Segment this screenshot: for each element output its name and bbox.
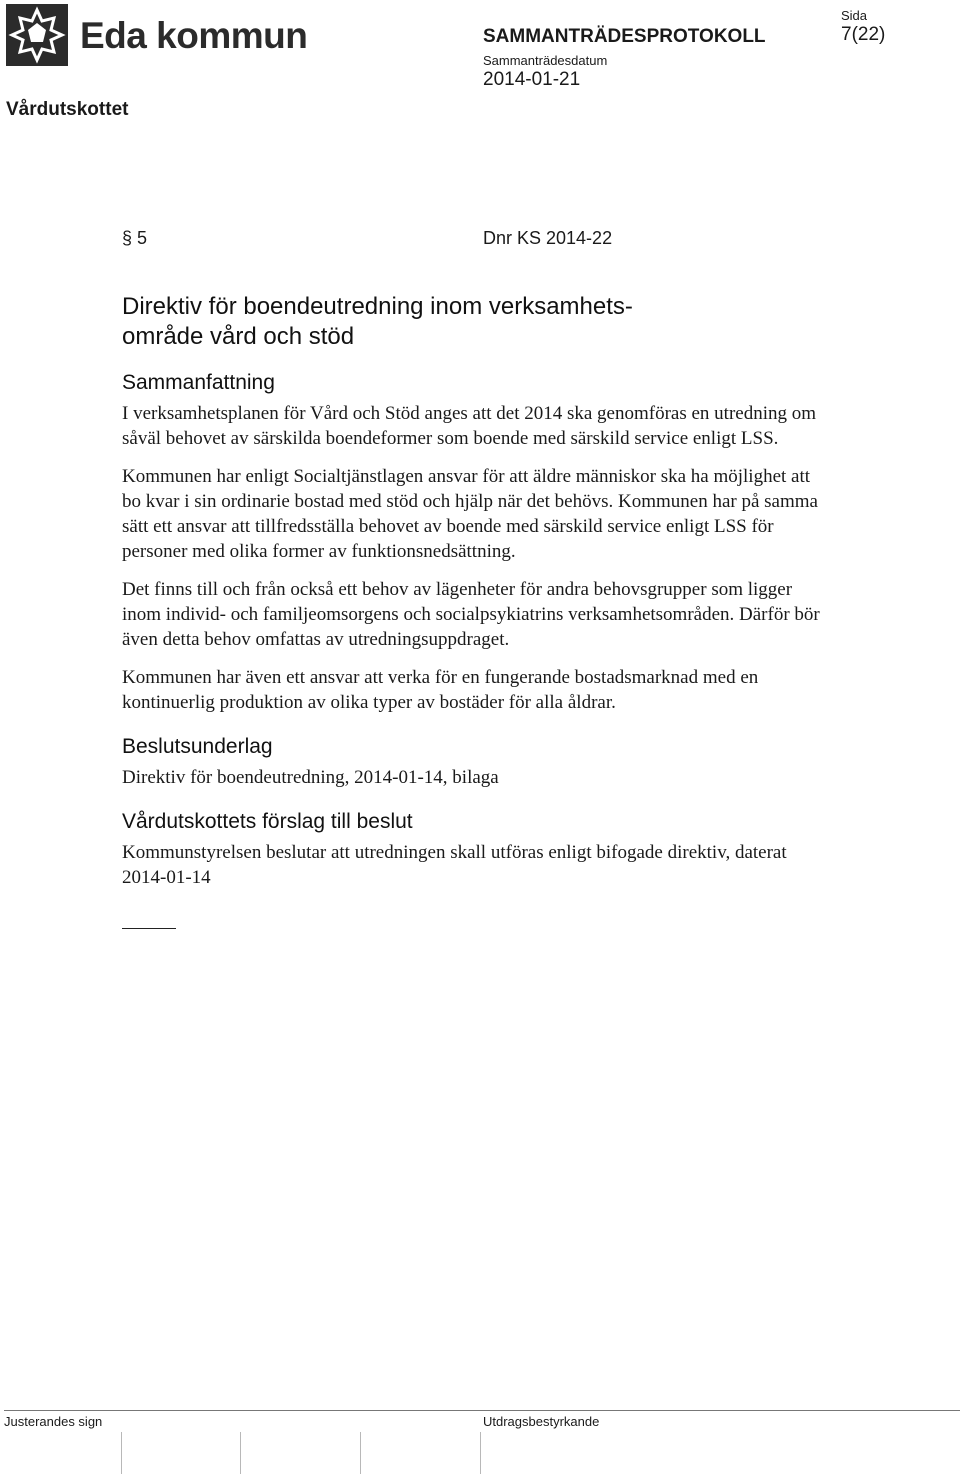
paragraph-symbol: §: [122, 228, 133, 248]
summary-heading: Sammanfattning: [122, 371, 275, 394]
municipality-logo: [6, 4, 307, 66]
signature-label: Justerandes sign: [4, 1414, 103, 1429]
footer-divider: [4, 1410, 960, 1411]
proposal-text: Kommunstyrelsen beslutar att utredningen skall utföras enligt bifogade direktiv, daterat 2014-01-14: [122, 842, 787, 888]
document-title-line-2: område vård och stöd: [122, 323, 355, 350]
basis-text: Direktiv för boendeutredning, 2014-01-14, bilaga: [122, 767, 499, 788]
page-number: 7(22): [841, 24, 886, 45]
section-end-rule: [122, 928, 176, 929]
document-title-line-1: Direktiv för boendeutredning inom verksamhets-: [122, 293, 633, 320]
committee-name: Vårdutskottet: [6, 99, 129, 120]
paragraph-number: [122, 228, 147, 249]
municipality-name: Eda kommun: [80, 14, 308, 56]
document-body: [122, 292, 822, 929]
signature-box-divider: [480, 1432, 481, 1474]
municipality-crest-icon: [6, 4, 68, 66]
summary-paragraph: I verksamhetsplanen för Vård och Stöd anges att det 2014 ska genomföras en utredning om såväl behovet av särskilda boendeformer som boende med särskild service enligt LSS.: [122, 403, 817, 449]
meeting-date-label: Sammanträdesdatum: [483, 53, 608, 68]
signature-box-divider: [121, 1432, 122, 1474]
protocol-title: SAMMANTRÄDESPROTOKOLL: [483, 26, 766, 47]
registration-number: Dnr KS 2014-22: [483, 228, 613, 248]
extract-certification-label: Utdragsbestyrkande: [483, 1414, 600, 1429]
signature-box-divider: [240, 1432, 241, 1474]
signature-box-divider: [360, 1432, 361, 1474]
basis-heading: Beslutsunderlag: [122, 735, 273, 758]
document-title: [122, 292, 822, 352]
summary-paragraph: Det finns till och från också ett behov av lägenheter för andra behovsgrupper som ligger inom individ- och familjeomsorgens och socialpsykiatrins verksamhetsområden. Därför bör även detta behov omfattas av utredningsuppdraget.: [122, 579, 820, 650]
summary-paragraph: Kommunen har enligt Socialtjänstlagen ansvar för att äldre människor ska ha möjlighet att bo kvar i sin ordinarie bostad med stöd och hjälp när det behövs. Kommunen har på samma sätt ett ansvar att tillfredsställa behovet av boende med särskild service enligt LSS för personer med olika former av funktionsnedsättning.: [122, 466, 818, 562]
page-label: Sida: [841, 8, 868, 23]
proposal-heading: Vårdutskottets förslag till beslut: [122, 810, 413, 833]
paragraph-number-value: 5: [137, 228, 148, 248]
meeting-date: 2014-01-21: [483, 69, 581, 90]
summary-paragraph: Kommunen har även ett ansvar att verka för en fungerande bostadsmarknad med en kontinuerlig produktion av olika typer av bostäder för alla åldrar.: [122, 667, 759, 713]
